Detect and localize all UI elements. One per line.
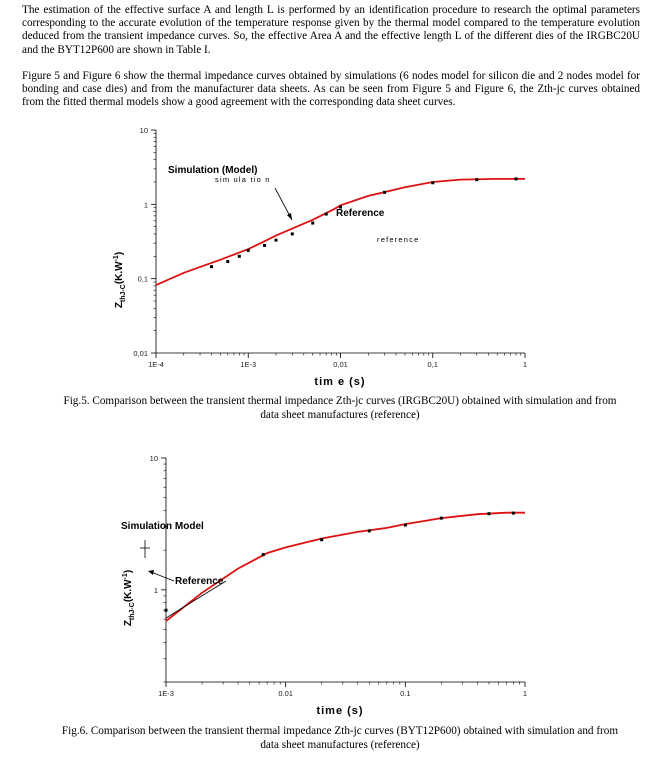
fig6-axes xyxy=(166,458,525,682)
fig6-annotation-reference: Reference xyxy=(175,576,224,587)
fig5-ticks xyxy=(133,126,527,369)
paragraph-figures-intro: Figure 5 and Figure 6 show the thermal impedance curves obtained by simulations (6 nodes model for silicon die and 2 nodes model for bonding and case dies) and from the manufacturer data sheets. As can be seen from Figure 5 and Figure 6, the Zth-jc curves obtained from the fitted thermal models show a good agreement with the corresponding data sheet curves. xyxy=(22,70,640,109)
g5-reference-point xyxy=(431,181,434,184)
fig5-annotation-reference: Reference xyxy=(336,208,385,219)
g5-reference-point xyxy=(226,260,229,263)
g6-simulation-line xyxy=(166,513,525,621)
g5-simulation-line xyxy=(156,179,525,285)
figure-6-caption: Fig.6. Comparison between the transient thermal impedance Zth-jc curves (BYT12P600) obtained with simulation and from data sheet manufactures (reference) xyxy=(61,725,619,751)
g6-reference-point xyxy=(320,538,323,541)
g5-reference-point xyxy=(475,178,478,181)
fig6-arrow xyxy=(151,572,174,581)
g6-reference-point xyxy=(440,517,443,520)
fig6-y-axis-label xyxy=(122,570,136,626)
fig5-annotation-simulation-small: sim ula tio n xyxy=(215,175,271,184)
g6-y-tick-label: 1 xyxy=(153,585,158,595)
fig5-axes xyxy=(156,130,525,353)
g6-x-tick-label: 1E-3 xyxy=(158,689,174,698)
figure-5-caption: Fig.5. Comparison between the transient thermal impedance Zth-jc curves (IRGBC20U) obtained with simulation and from data sheet manufactures (reference) xyxy=(63,395,617,421)
g5-reference-point xyxy=(311,222,314,225)
g5-x-tick-label: 1E-4 xyxy=(148,360,164,369)
fig5-series xyxy=(156,177,525,285)
svg-text:ZthJ-C(K.W-1): $Z_{thJ-C}(K.W^{-1})$ xyxy=(122,569,136,627)
g5-reference-point xyxy=(291,232,294,235)
g5-x-tick-label: 0,01 xyxy=(333,360,348,369)
fig5-x-axis-label: tim e (s) xyxy=(314,376,366,388)
g5-reference-point xyxy=(383,191,386,194)
fig5-y-axis-label xyxy=(113,252,127,308)
g5-x-tick-label: 0,1 xyxy=(427,360,438,369)
g5-reference-point xyxy=(275,239,278,242)
g6-reference-point xyxy=(404,524,407,527)
g5-reference-point xyxy=(325,213,328,216)
g5-y-tick-label: 10 xyxy=(139,126,148,135)
fig5-arrow-head xyxy=(287,213,292,220)
g5-x-tick-label: 1E-3 xyxy=(240,360,257,369)
g5-reference-point xyxy=(210,265,213,268)
figure-6-chart xyxy=(0,448,665,718)
g5-x-tick-label: 1 xyxy=(522,360,528,369)
g5-y-tick-label: 0,01 xyxy=(133,349,148,358)
g6-reference-point xyxy=(487,512,490,515)
g6-x-tick-label: 0.01 xyxy=(278,689,293,698)
g5-reference-point xyxy=(263,244,266,247)
g5-reference-point xyxy=(238,255,241,258)
figure-5-chart xyxy=(0,120,665,390)
g6-reference-point xyxy=(165,609,168,612)
svg-text:ZthJ-C(K.W-1): $Z_{thJ-C}(K.W^{-1})$ xyxy=(113,251,127,309)
g5-reference-point xyxy=(515,177,518,180)
g6-reference-point xyxy=(368,529,371,532)
fig5-annotation-reference-small: reference xyxy=(377,235,420,244)
paragraph-identification: The estimation of the effective surface A and length L is performed by an identification procedure to research the optimal parameters corresponding to the accurate evolution of the temperature response given by the thermal model compared to the temperature evolution deduced from the transient impedance curves. So, the effective Area A and the effective length L of the different dies of the IRGBC20U and the BYT12P600 are shown in Table I. xyxy=(22,4,640,56)
figure-6 xyxy=(0,448,665,718)
g6-reference-point xyxy=(512,512,515,515)
fig6-x-axis-label: time (s) xyxy=(316,705,364,717)
g5-y-tick-label: 1 xyxy=(143,200,148,210)
figure-5 xyxy=(0,120,665,390)
g6-y-tick-label: 10 xyxy=(149,454,158,463)
fig6-series xyxy=(165,512,526,621)
g6-x-tick-label: 1 xyxy=(522,689,528,698)
g5-reference-point xyxy=(247,249,250,252)
g6-reference-point xyxy=(262,553,265,556)
fig6-annotation-simulation: Simulation Model xyxy=(121,521,204,532)
fig6-arrow-head xyxy=(148,570,154,575)
g5-y-tick-label: 0,1 xyxy=(137,274,148,284)
g6-x-tick-label: 0.1 xyxy=(400,689,411,698)
fig5-annotation-simulation: Simulation (Model) xyxy=(168,165,258,176)
